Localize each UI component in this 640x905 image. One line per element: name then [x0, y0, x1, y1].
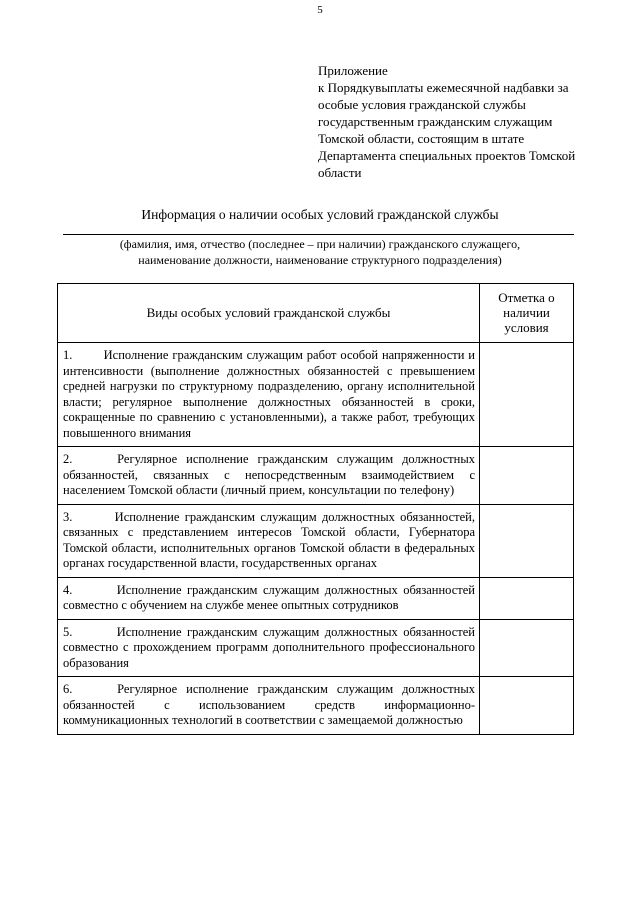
table-header-row	[58, 284, 574, 343]
fill-hint-line: наименование должности, наименование структурного подразделения)	[138, 253, 502, 267]
header-condition-mark	[480, 284, 574, 343]
appendix-line: к Порядкувыплаты ежемесячной надбавки за	[318, 80, 569, 95]
condition-text: 1. Исполнение гражданским служащим работ особой напряженности и интенсивности (выполнение должностных обязанностей с превышением средней нагрузки по структурному подразделению, органу исполнительной власти; регулярное выполнение должностных обязанностей в сроки, сокращенные по сравнению с установленными), а также работ, требующих повышенного внимания	[58, 343, 480, 447]
fill-hint-line: (фамилия, имя, отчество (последнее – при наличии) гражданского служащего,	[119, 237, 521, 251]
condition-text: 5. Исполнение гражданским служащим должностных обязанностей совместно с прохождением программ дополнительного профессионального образования	[58, 619, 480, 677]
table-row	[58, 504, 574, 577]
condition-mark-cell[interactable]	[480, 577, 574, 619]
header-mark-line: Отметка о	[498, 290, 555, 305]
page-number: 5	[317, 4, 323, 16]
name-fill-hint	[0, 236, 640, 268]
condition-mark-cell[interactable]	[480, 343, 574, 447]
condition-mark-cell[interactable]	[480, 504, 574, 577]
document-title: Информация о наличии особых условий гражданской службы	[141, 207, 499, 222]
condition-text: 4. Исполнение гражданским служащим должностных обязанностей совместно с обучением на службе менее опытных сотрудников	[58, 577, 480, 619]
table-row	[58, 577, 574, 619]
condition-text: 3. Исполнение гражданским служащим должностных обязанностей, связанных с представлением интересов Томской области, Губернатора Томской области, исполнительных органов Томской области в федеральных органах государственной власти, государственных органах	[58, 504, 480, 577]
table-row	[58, 619, 574, 677]
header-condition-kinds: Виды особых условий гражданской службы	[58, 284, 480, 343]
condition-mark-cell[interactable]	[480, 447, 574, 505]
condition-text: 2. Регулярное исполнение гражданским служащим должностных обязанностей, связанных с непосредственным взаимодействием с населением Томской области (личный прием, консультации по телефону)	[58, 447, 480, 505]
appendix-line: Томской области, состоящим в штате	[318, 131, 525, 146]
table-row	[58, 677, 574, 735]
table-row	[58, 343, 574, 447]
appendix-line: государственным гражданским служащим	[318, 114, 553, 129]
condition-mark-cell[interactable]	[480, 619, 574, 677]
appendix-line: Департамента специальных проектов Томской	[318, 148, 576, 163]
header-mark-line: наличии	[503, 305, 550, 320]
table-row	[58, 447, 574, 505]
name-fill-line[interactable]	[63, 234, 574, 235]
appendix-line: Приложение	[318, 63, 388, 78]
condition-text: 6. Регулярное исполнение гражданским служащим должностных обязанностей с использованием средств информационно-коммуникационных технологий в соответствии с замещаемой должностью	[58, 677, 480, 735]
header-mark-line: условия	[504, 320, 549, 335]
appendix-heading	[318, 62, 618, 181]
condition-mark-cell[interactable]	[480, 677, 574, 735]
appendix-line: области	[318, 165, 362, 180]
appendix-line: особые условия гражданской службы	[318, 97, 526, 112]
conditions-table	[57, 283, 574, 735]
